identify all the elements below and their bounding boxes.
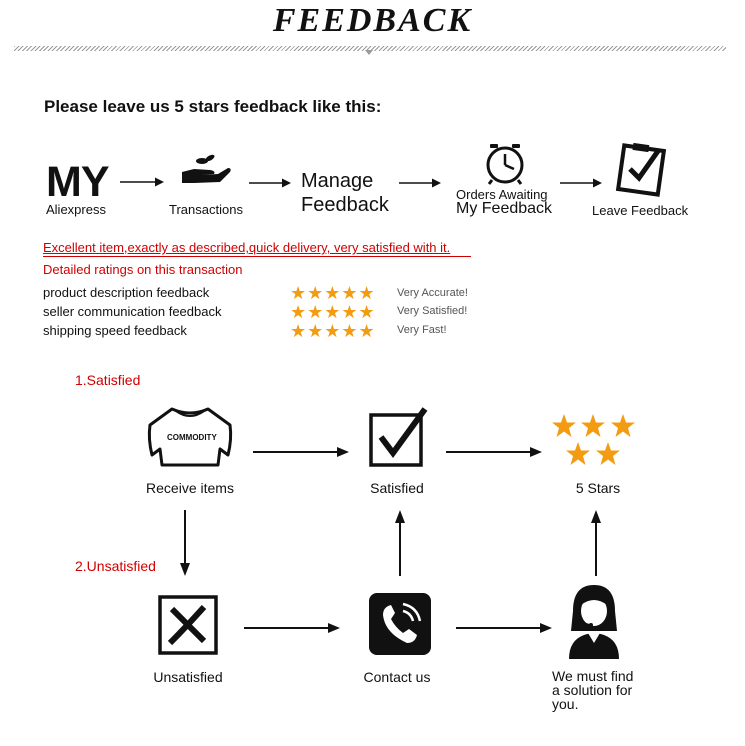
arrow-contact-to-solution: [456, 622, 552, 634]
transactions-label: Transactions: [169, 202, 243, 217]
star-icon: [581, 414, 605, 437]
rating-word: Very Accurate!: [397, 287, 468, 299]
x-box-icon: [158, 595, 218, 655]
comment-underline: [43, 256, 471, 257]
checkbox-icon: [369, 407, 429, 467]
leave-feedback-label: Leave Feedback: [592, 203, 689, 218]
arrow-receive-to-unsatisfied: [179, 510, 191, 576]
arrow-4: [560, 177, 602, 189]
contact-us-label: Contact us: [363, 669, 431, 685]
instruction-heading: Please leave us 5 stars feedback like this:: [44, 97, 382, 116]
my-feedback-label: My Feedback: [456, 200, 553, 217]
rating-stars: ★★★★★: [290, 283, 376, 303]
arrow-solution-to-stars: [590, 510, 602, 576]
arrow-2: [249, 177, 291, 189]
rating-word: Very Satisfied!: [397, 305, 468, 317]
rating-stars: ★★★★★: [290, 302, 376, 322]
arrow-unsatisfied-to-contact: [244, 622, 340, 634]
unsatisfied-label: Unsatisfied: [153, 669, 223, 685]
satisfied-section-title: 1.Satisfied: [75, 372, 141, 388]
commodity-label: COMMODITY: [167, 433, 217, 442]
divider-notch: [365, 50, 373, 55]
arrow-3: [399, 177, 441, 189]
star-icon: [566, 442, 590, 465]
receive-items-label: Receive items: [146, 480, 234, 496]
star-icon: [611, 414, 635, 437]
five-stars-label: 5 Stars: [575, 480, 621, 496]
manage-label-line2: Feedback: [301, 194, 389, 216]
five-star-cluster: [552, 412, 638, 468]
arrow-satisfied-to-stars: [446, 446, 542, 458]
unsatisfied-section-title: 2.Unsatisfied: [75, 558, 156, 574]
phone-icon: [369, 593, 431, 655]
arrow-1: [120, 176, 164, 188]
page-title: FEEDBACK: [272, 2, 473, 39]
rating-stars: ★★★★★: [290, 321, 376, 341]
aliexpress-label: Aliexpress: [46, 202, 106, 217]
satisfied-label: Satisfied: [370, 480, 424, 496]
rating-word: Very Fast!: [397, 324, 447, 336]
manage-label-line1: Manage: [301, 170, 374, 192]
solution-label-line3: you.: [552, 696, 579, 712]
rating-label: product description feedback: [43, 285, 210, 300]
solution-label-line1: We must find: [552, 668, 634, 684]
support-agent-icon: [567, 583, 621, 659]
orders-awaiting-label: Orders Awaiting: [456, 187, 548, 202]
arrow-contact-to-satisfied: [394, 510, 406, 576]
star-icon: [596, 442, 620, 465]
rating-label: shipping speed feedback: [43, 323, 187, 338]
arrow-receive-to-satisfied: [253, 446, 349, 458]
clock-icon: [484, 144, 526, 184]
solution-label-line2: a solution for: [552, 682, 633, 698]
my-aliexpress-logo: MY: [46, 158, 109, 206]
clipboard-check-icon: [618, 143, 668, 195]
example-comment: Excellent item,exactly as described,quick delivery, very satisfied with it.: [43, 240, 451, 255]
rating-label: seller communication feedback: [43, 304, 222, 319]
hand-coins-icon: [180, 152, 232, 188]
ratings-heading: Detailed ratings on this transaction: [43, 262, 243, 277]
star-icon: [552, 414, 576, 437]
